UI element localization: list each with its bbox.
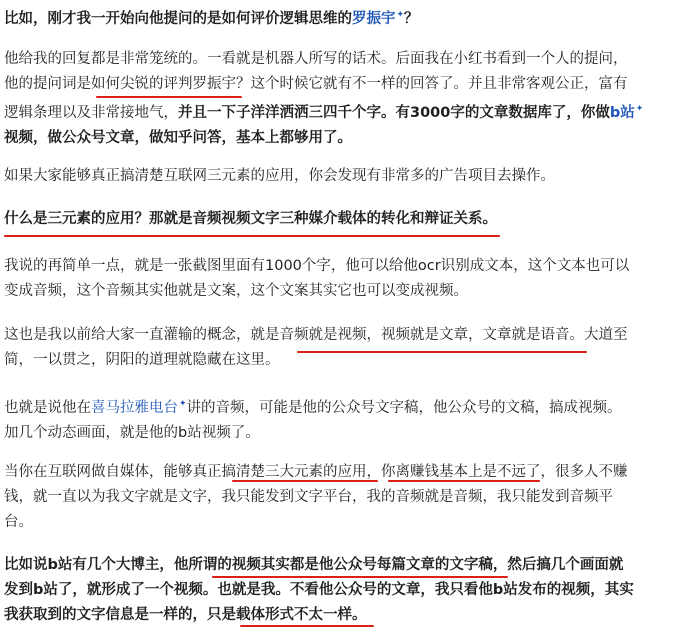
text-run: 比如，刚才我一开始向他提问的是如何评价逻辑思维的 xyxy=(4,10,352,27)
paragraph-question xyxy=(4,3,676,32)
highlight-underline xyxy=(297,351,587,353)
paragraph-bilibili xyxy=(4,553,676,628)
text-run: 也就是说他在 xyxy=(4,399,91,416)
sparkle-icon: ✦ xyxy=(179,399,187,409)
paragraph-concept xyxy=(4,323,676,373)
highlight-underline xyxy=(240,625,374,627)
text-run: 并且一下子洋洋洒洒三四千个字。有3000字的文章数据库了，你做 xyxy=(178,104,610,121)
text-line xyxy=(4,323,676,348)
text-run: 我说的再简单一点，就是一张截图里面有1000个字，他可以给他ocr识别成文本，这个文本也可以 xyxy=(4,258,630,274)
paragraph-explanation xyxy=(4,254,676,304)
paragraph-definition xyxy=(4,207,676,232)
text-run: 如果大家能够真正搞清楚互联网三元素的应用，你会发现有非常多的广告项目去操作。 xyxy=(4,168,555,184)
text-line xyxy=(4,279,676,304)
text-line xyxy=(4,72,676,97)
text-line xyxy=(4,3,676,32)
text-line xyxy=(4,553,676,578)
text-line xyxy=(4,47,676,72)
text-run: 视频，做公众号文章，做知乎问答，基本上都够用了。 xyxy=(4,129,352,146)
text-run: 比如说b站有几个大博主，他所谓的视频其实都是他公众号每篇文章的文字稿，然后搞几个画面就 xyxy=(4,557,624,573)
text-line xyxy=(4,207,676,232)
sparkle-icon: ✦ xyxy=(635,104,644,114)
text-line xyxy=(4,485,676,510)
highlight-underline xyxy=(4,235,500,237)
text-run: 他的提问词是如何尖锐的评判罗振宇？这个时候它就有不一样的回答了。并且非常客观公正，富有 xyxy=(4,76,628,92)
text-run: 我获取到的文字信息是一样的，只是载体形式不太一样。 xyxy=(4,607,367,623)
text-run: 什么是三元素的应用？那就是音频视频文字三种媒介载体的转化和辩证关系。 xyxy=(4,211,497,227)
text-run: 他给我的回复都是非常笼统的。一看就是机器人所写的话术。后面我在小红书看到一个人的提问， xyxy=(4,51,628,67)
text-run: 这也是我以前给大家一直灌输的概念，就是音频就是视频，视频就是文章，文章就是语音。大道至 xyxy=(4,327,628,343)
text-run: 逻辑条理以及非常接地气， xyxy=(4,104,178,121)
paragraph-self-media xyxy=(4,460,676,535)
text-line xyxy=(4,164,676,189)
text-line xyxy=(4,578,676,603)
text-run: 讲的音频，可能是他的公众号文字稿，他公众号的文稿，搞成视频。 xyxy=(186,399,622,416)
inline-link[interactable]: 罗振宇 xyxy=(352,10,396,27)
text-run: 钱，就一直以为我文字就是文字，我只能发到文字平台，我的音频就是音频，我只能发到音频平 xyxy=(4,489,613,505)
paragraph-ximalaya xyxy=(4,392,676,446)
inline-link[interactable]: 喜马拉雅电台 xyxy=(91,399,178,416)
highlight-underline xyxy=(388,480,540,482)
text-line xyxy=(4,97,676,126)
text-run: 变成音频，这个音频其实他就是文案，这个文案其实它也可以变成视频。 xyxy=(4,283,468,299)
text-line xyxy=(4,392,676,421)
text-line xyxy=(4,510,676,535)
sparkle-icon: ✦ xyxy=(396,10,405,20)
text-run: 加几个动态画面，就是他的b站视频了。 xyxy=(4,424,260,441)
text-line xyxy=(4,421,676,446)
highlight-underline xyxy=(96,96,242,98)
text-run: 简，一以贯之，阴阳的道理就隐藏在这里。 xyxy=(4,352,280,368)
text-line xyxy=(4,126,676,151)
text-run: 台。 xyxy=(4,514,33,530)
highlight-underline xyxy=(212,576,508,578)
paragraph-three-elements xyxy=(4,164,676,189)
text-run: ？ xyxy=(404,10,419,27)
paragraph-reply xyxy=(4,47,676,151)
inline-link[interactable]: b站 xyxy=(609,104,635,121)
text-run: 当你在互联网做自媒体，能够真正搞清楚三大元素的应用，你离赚钱基本上是不远了，很多人不赚 xyxy=(4,464,628,480)
text-line xyxy=(4,254,676,279)
text-run: 发到b站了，就形成了一个视频。也就是我。不看他公众号的文章，我只看他b站发布的视频，其实 xyxy=(4,582,634,598)
highlight-underline xyxy=(232,480,378,482)
